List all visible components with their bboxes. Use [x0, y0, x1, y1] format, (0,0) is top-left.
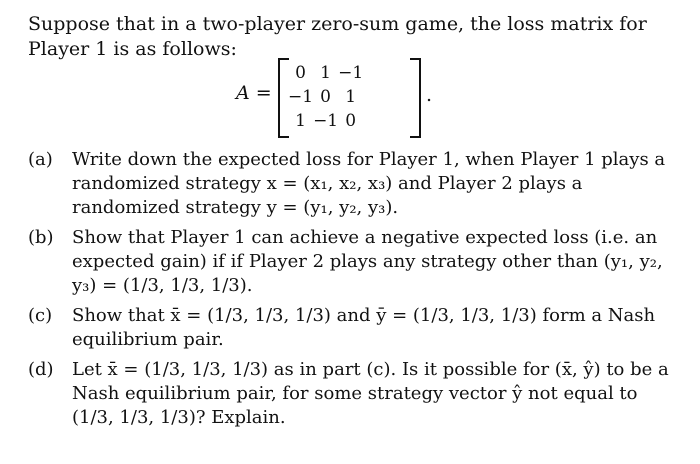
part-d: [28, 358, 678, 430]
problem-parts: [28, 148, 678, 436]
matrix-cell: −1: [338, 63, 364, 83]
part-label: (d): [28, 359, 54, 380]
matrix-row: [288, 61, 363, 85]
matrix-row: [288, 85, 363, 109]
part-b: [28, 226, 678, 298]
matrix-cell: 1: [295, 111, 306, 131]
matrix-cell: 0: [295, 63, 306, 83]
matrix-entries: [288, 61, 363, 133]
matrix-name: A: [236, 82, 250, 104]
part-c: [28, 304, 678, 352]
equals-sign: =: [255, 82, 272, 104]
matrix-cell: 1: [345, 87, 357, 107]
part-text: Let x̄ = (1/3, 1/3, 1/3) as in part (c). Is it possible for (x̄, ŷ) to be a Nash equilibrium pair, for some strategy vector ŷ not equal to (1/3, 1/3, 1/3)? Explain.: [72, 359, 669, 428]
part-text: Show that Player 1 can achieve a negative expected loss (i.e. an expected gain) if if Player 2 plays any strategy other than (y₁, y₂, y₃) = (1/3, 1/3, 1/3).: [72, 227, 663, 296]
part-label: (c): [28, 305, 53, 326]
part-text: Show that x̄ = (1/3, 1/3, 1/3) and ȳ = (1/3, 1/3, 1/3) form a Nash equilibrium pair.: [72, 305, 656, 350]
matrix-period: .: [426, 84, 433, 106]
matrix-cell: −1: [313, 111, 339, 131]
matrix-cell: 0: [345, 111, 357, 131]
part-label: (a): [28, 149, 53, 170]
part-label: (b): [28, 227, 54, 248]
matrix-cell: −1: [288, 87, 314, 107]
matrix-cell: 0: [320, 87, 331, 107]
matrix-row: [288, 109, 363, 133]
problem-intro: Suppose that in a two-player zero-sum game, the loss matrix for Player 1 is as follows:: [28, 13, 647, 60]
matrix-cell: 1: [320, 63, 331, 83]
matrix-lhs: [236, 82, 272, 104]
right-bracket: [410, 58, 421, 138]
part-text: Write down the expected loss for Player 1, when Player 1 plays a randomized strategy x = (x₁, x₂, x₃) and Player 2 plays a randomized strategy y = (y₁, y₂, y₃).: [72, 149, 666, 218]
part-a: [28, 148, 678, 220]
